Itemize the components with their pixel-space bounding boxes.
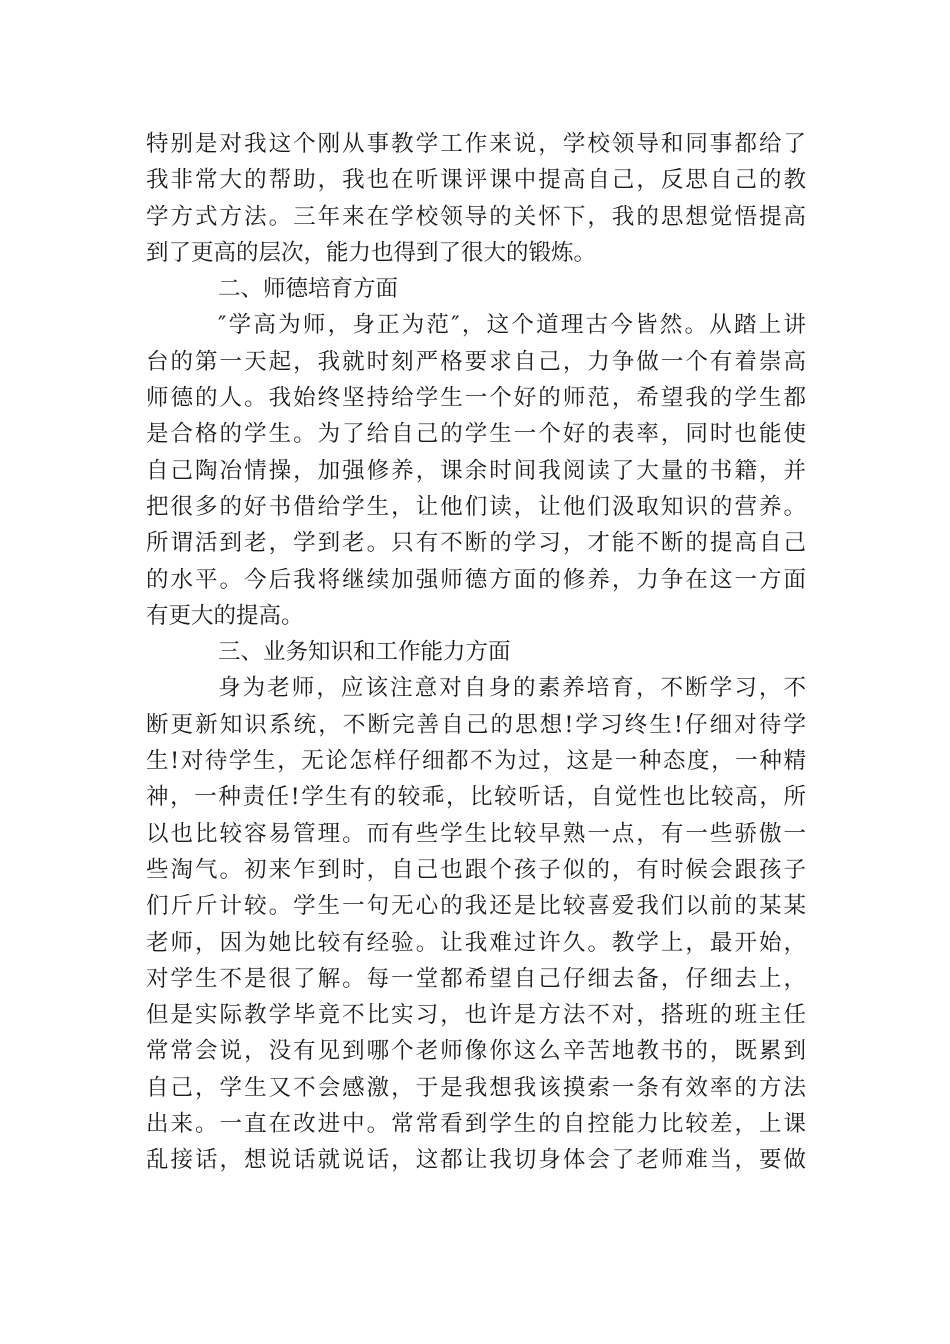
text-line: 老师，因为她比较有经验。让我难过许久。教学上，最开始， — [146, 929, 806, 956]
text-line: 们斤斤计较。学生一句无心的我还是比较喜爱我们以前的某某 — [146, 893, 806, 920]
document-body — [146, 126, 806, 1179]
section-heading-line: 二、师德培育方面 — [218, 276, 399, 303]
text-line: 把很多的好书借给学生，让他们读，让他们汲取知识的营养。 — [146, 493, 806, 520]
text-line: 师德的人。我始终坚持给学生一个好的师范，希望我的学生都 — [146, 385, 806, 412]
section-heading-line: 三、业务知识和工作能力方面 — [218, 639, 511, 666]
text-line: 常常会说，没有见到哪个老师像你这么辛苦地教书的，既累到 — [146, 1038, 806, 1065]
text-line: 自己陶冶情操，加强修养，课余时间我阅读了大量的书籍，并 — [146, 457, 806, 484]
text-line: 乱接话，想说话就说话，这都让我切身体会了老师难当，要做 — [146, 1147, 806, 1174]
text-line: 些淘气。初来乍到时，自己也跟个孩子似的，有时候会跟孩子 — [146, 856, 806, 883]
text-line: 以也比较容易管理。而有些学生比较早熟一点，有一些骄傲一 — [146, 820, 806, 847]
text-line: 台的第一天起，我就时刻严格要求自己，力争做一个有着崇高 — [146, 348, 806, 375]
text-line: 自己，学生又不会感激，于是我想我该摸索一条有效率的方法 — [146, 1074, 806, 1101]
text-line: 神，一种责任!学生有的较乖，比较听话，自觉性也比较高，所 — [146, 784, 806, 811]
text-line: 是合格的学生。为了给自己的学生一个好的表率，同时也能使 — [146, 421, 806, 448]
text-line: 到了更高的层次，能力也得到了很大的锻炼。 — [146, 239, 597, 266]
text-line: 特别是对我这个刚从事教学工作来说，学校领导和同事都给了 — [146, 131, 806, 157]
text-line: 的水平。今后我将继续加强师德方面的修养，力争在这一方面 — [146, 566, 806, 593]
text-line: 对学生不是很了解。每一堂都希望自己仔细去备，仔细去上， — [146, 965, 806, 992]
text-line: 生!对待学生，无论怎样仔细都不为过，这是一种态度，一种精 — [146, 748, 806, 775]
text-line: 所谓活到老，学到老。只有不断的学习，才能不断的提高自己 — [146, 530, 806, 557]
text-line: 但是实际教学毕竟不比实习，也许是方法不对，搭班的班主任 — [146, 1002, 806, 1029]
text-line: 出来。一直在改进中。常常看到学生的自控能力比较差，上课 — [146, 1111, 806, 1138]
text-line: 学方式方法。三年来在学校领导的关怀下，我的思想觉悟提高 — [146, 203, 806, 230]
text-line: 身为老师，应该注意对自身的素养培育，不断学习，不 — [218, 675, 806, 702]
text-line: 有更大的提高。 — [146, 602, 304, 629]
text-line: 断更新知识系统，不断完善自己的思想!学习终生!仔细对待学 — [146, 711, 806, 738]
text-line: ″学高为师，身正为范″，这个道理古今皆然。从踏上讲 — [218, 312, 806, 339]
text-line: 我非常大的帮助，我也在听课评课中提高自己，反思自己的教 — [146, 167, 806, 194]
